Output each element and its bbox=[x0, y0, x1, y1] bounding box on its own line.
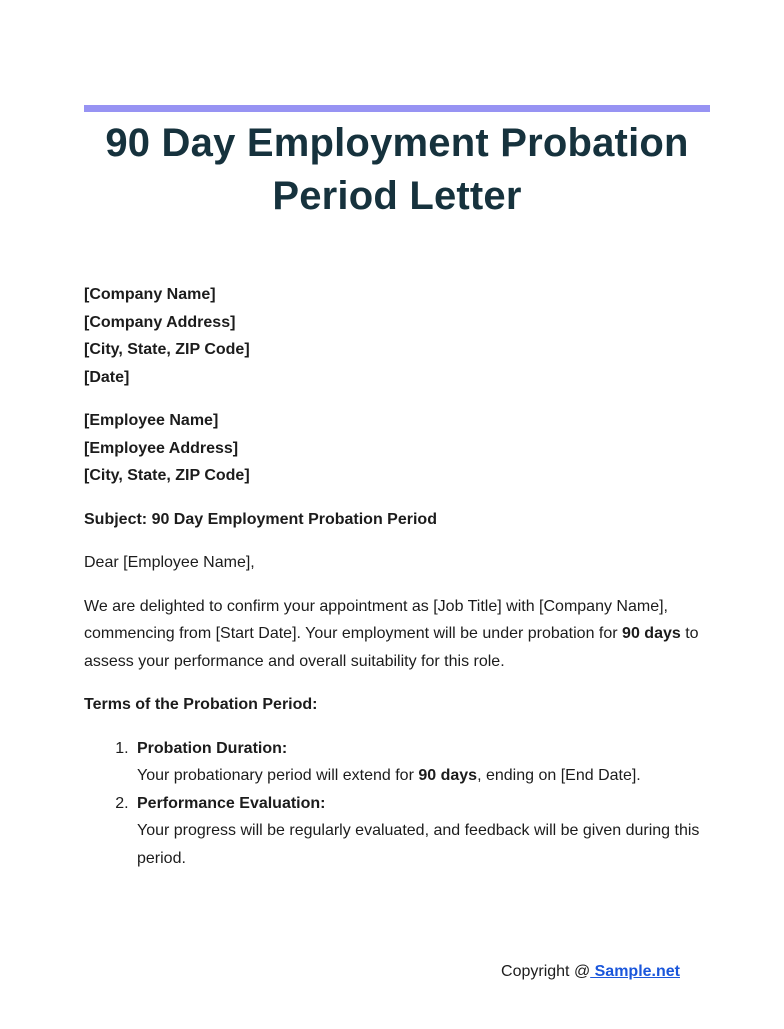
terms-list bbox=[84, 735, 710, 873]
copyright-text: Copyright @ bbox=[501, 963, 591, 980]
item-description bbox=[137, 817, 710, 872]
intro-text-bold: 90 days bbox=[622, 625, 681, 642]
recipient-employee-address: [Employee Address] bbox=[84, 439, 239, 457]
intro-paragraph bbox=[84, 593, 710, 676]
sender-company-name: [Company Name] bbox=[84, 286, 216, 303]
intro-text-post: to assess your performance and overall suitability for this role. bbox=[84, 625, 699, 670]
recipient-address-block bbox=[84, 407, 710, 490]
recipient-employee-name: [Employee Name] bbox=[84, 412, 219, 429]
list-item-performance-evaluation bbox=[133, 790, 710, 873]
intro-text-pre: We are delighted to confirm your appointment as [Job Title] with [Company Name], commencing from [Start Date]. Your employment will be under probation for bbox=[84, 597, 668, 642]
item-desc-pre: Your progress will be regularly evaluated, and feedback will be given during this period. bbox=[137, 822, 700, 867]
sender-company-address: [Company Address] bbox=[84, 313, 236, 331]
letter-document bbox=[84, 0, 710, 986]
terms-heading: Terms of the Probation Period: bbox=[84, 696, 318, 713]
list-item-probation-duration bbox=[133, 735, 710, 790]
sender-date: [Date] bbox=[84, 368, 130, 386]
page-title: 90 Day Employment Probation Period Letter bbox=[105, 121, 689, 218]
item-title: 2. Performance Evaluation: bbox=[137, 794, 326, 812]
subject-line: Subject: 90 Day Employment Probation Period bbox=[84, 510, 437, 528]
item-title: 1. Probation Duration: bbox=[137, 739, 288, 757]
sample-net-link[interactable]: Sample.net bbox=[590, 963, 680, 980]
footer bbox=[84, 958, 710, 986]
recipient-city-state-zip: [City, State, ZIP Code] bbox=[84, 467, 250, 484]
item-description bbox=[137, 762, 710, 790]
item-desc-bold: 90 days bbox=[418, 767, 478, 784]
accent-bar bbox=[84, 105, 710, 112]
item-desc-pre: Your probationary period will extend for bbox=[137, 767, 419, 784]
salutation: Dear [Employee Name], bbox=[84, 554, 255, 571]
item-desc-post: , ending on [End Date]. bbox=[477, 767, 641, 784]
sender-city-state-zip: [City, State, ZIP Code] bbox=[84, 341, 250, 358]
sender-address-block bbox=[84, 281, 710, 391]
